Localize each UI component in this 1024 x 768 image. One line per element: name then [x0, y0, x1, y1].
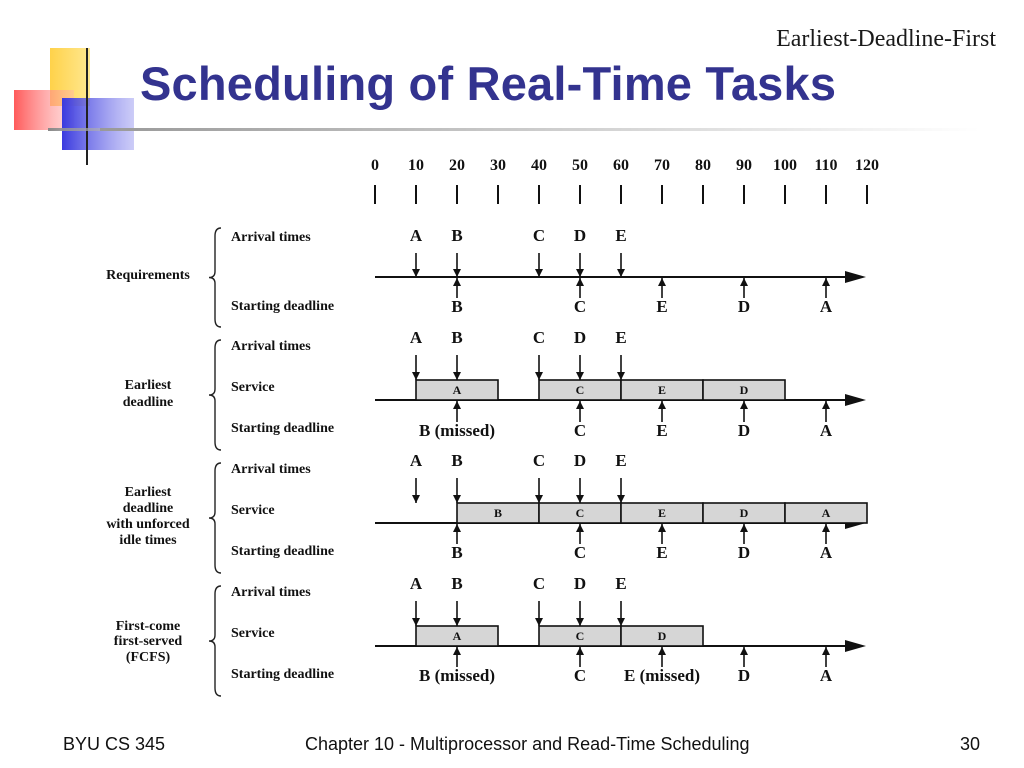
- row1-deadline-arrow-head: [576, 278, 584, 286]
- row1-arrival-label: D: [573, 226, 587, 245]
- row1-group-label: Requirements: [106, 268, 190, 283]
- time-tick-label: 10: [408, 157, 424, 174]
- row4-arrival-label: C: [532, 574, 546, 593]
- row4-arrival-arrow-head: [453, 618, 461, 626]
- row1-arrival-arrow-head: [535, 269, 543, 277]
- row1-deadline-label: C: [573, 297, 587, 316]
- row1-deadline-arrow-head: [822, 278, 830, 286]
- time-tick-label: 100: [773, 157, 797, 174]
- row2-deadline-label: D: [737, 421, 751, 440]
- time-tick-label: 50: [572, 157, 588, 174]
- row3-deadline-label: D: [737, 543, 751, 562]
- row4-deadline-label: C: [573, 666, 587, 685]
- row1-deadline-arrow-head: [740, 278, 748, 286]
- row3-service-label: A: [821, 506, 831, 520]
- row1-arrival-label: E: [615, 226, 627, 245]
- row3-arrival-label: B: [451, 451, 463, 470]
- row3-arrival-label: A: [409, 451, 423, 470]
- footer-course: BYU CS 345: [63, 734, 166, 754]
- slide-title: Scheduling of Real-Time Tasks: [140, 57, 837, 110]
- row3-deadline-arrow-head: [576, 524, 584, 532]
- footer-page-number: 30: [959, 734, 980, 754]
- row4-sublabel: Service: [231, 626, 275, 641]
- row2-deadline-arrow-head: [576, 401, 584, 409]
- row1-arrival-label: C: [532, 226, 546, 245]
- row3-group-label: idle times: [119, 533, 177, 548]
- row2-arrival-label: C: [532, 328, 546, 347]
- time-tick-label: 30: [490, 157, 506, 174]
- row3-group-label: with unforced: [106, 517, 190, 532]
- row3-arrival-arrow-head: [576, 495, 584, 503]
- row2-deadline-label: C: [573, 421, 587, 440]
- row2-timeline-arrowhead: [845, 394, 866, 406]
- row4-arrival-label: D: [573, 574, 587, 593]
- row2-arrival-label: E: [615, 328, 627, 347]
- time-tick-label: 90: [736, 157, 752, 174]
- row3-arrival-arrow-head: [617, 495, 625, 503]
- row4-sublabel: Starting deadline: [231, 667, 335, 682]
- row1-arrival-arrow-head: [576, 269, 584, 277]
- row1-arrival-label: B: [451, 226, 463, 245]
- row4-timeline-arrowhead: [845, 640, 866, 652]
- row2-deadline-label: A: [819, 421, 833, 440]
- row3-group-label: deadline: [122, 501, 174, 516]
- row1-sublabel: Starting deadline: [231, 299, 335, 314]
- row4-sublabel: Arrival times: [231, 585, 311, 600]
- row4-deadline-label: E (missed): [623, 666, 701, 685]
- row2-arrival-arrow-head: [453, 372, 461, 380]
- row1-deadline-label: D: [737, 297, 751, 316]
- row2-deadline-arrow-head: [453, 401, 461, 409]
- time-tick-label: 80: [695, 157, 711, 174]
- row4-group-label: first-served: [113, 634, 183, 649]
- time-tick-label: 0: [371, 157, 379, 174]
- row1-sublabel: Arrival times: [231, 230, 311, 245]
- row4-arrival-arrow-head: [412, 618, 420, 626]
- row4-deadline-arrow-head: [822, 647, 830, 655]
- row3-brace: [209, 463, 221, 573]
- row3-deadline-label: B: [451, 543, 463, 562]
- row2-arrival-arrow-head: [412, 372, 420, 380]
- row2-group-label: deadline: [122, 395, 174, 410]
- row3-sublabel: Starting deadline: [231, 544, 335, 559]
- row3-deadline-label: C: [573, 543, 587, 562]
- row3-group-label: Earliest: [124, 485, 172, 500]
- row2-brace: [209, 340, 221, 450]
- row4-arrival-arrow-head: [576, 618, 584, 626]
- row2-sublabel: Service: [231, 380, 275, 395]
- row4-service-label: C: [575, 629, 585, 643]
- row4-arrival-label: B: [451, 574, 463, 593]
- row4-deadline-label: D: [737, 666, 751, 685]
- row2-deadline-label: B (missed): [418, 421, 496, 440]
- row2-deadline-arrow-head: [822, 401, 830, 409]
- row1-brace: [209, 228, 221, 327]
- time-tick-label: 20: [449, 157, 465, 174]
- row1-arrival-label: A: [409, 226, 423, 245]
- row1-deadline-arrow-head: [658, 278, 666, 286]
- row3-deadline-label: E: [656, 543, 668, 562]
- row2-deadline-arrow-head: [658, 401, 666, 409]
- slide-subtitle: Earliest-Deadline-First: [776, 26, 996, 52]
- row2-arrival-arrow-head: [617, 372, 625, 380]
- time-tick-label: 70: [654, 157, 670, 174]
- footer-chapter: Chapter 10 - Multiprocessor and Read-Time Scheduling: [305, 734, 750, 754]
- row4-arrival-arrow-head: [617, 618, 625, 626]
- row3-service-label: E: [657, 506, 667, 520]
- row3-arrival-label: D: [573, 451, 587, 470]
- row3-arrival-arrow-head: [412, 495, 420, 503]
- time-tick-label: 110: [814, 157, 838, 174]
- row1-arrival-arrow-head: [412, 269, 420, 277]
- row4-arrival-arrow-head: [535, 618, 543, 626]
- row4-deadline-label: B (missed): [418, 666, 496, 685]
- time-tick-label: 60: [613, 157, 629, 174]
- row3-deadline-arrow-head: [822, 524, 830, 532]
- row2-arrival-arrow-head: [535, 372, 543, 380]
- row4-arrival-label: A: [409, 574, 423, 593]
- row2-sublabel: Arrival times: [231, 339, 311, 354]
- row3-arrival-arrow-head: [535, 495, 543, 503]
- row3-service-label: D: [739, 506, 749, 520]
- row3-deadline-arrow-head: [658, 524, 666, 532]
- row3-service-label: B: [493, 506, 503, 520]
- row3-sublabel: Arrival times: [231, 462, 311, 477]
- row2-deadline-label: E: [656, 421, 668, 440]
- row3-arrival-label: E: [615, 451, 627, 470]
- row1-deadline-label: E: [656, 297, 668, 316]
- row3-deadline-label: A: [819, 543, 833, 562]
- row3-deadline-arrow-head: [740, 524, 748, 532]
- time-tick-label: 40: [531, 157, 547, 174]
- row3-deadline-arrow-head: [453, 524, 461, 532]
- row3-service-label: C: [575, 506, 585, 520]
- row1-deadline-arrow-head: [453, 278, 461, 286]
- row4-deadline-arrow-head: [658, 647, 666, 655]
- row3-arrival-label: C: [532, 451, 546, 470]
- row2-arrival-label: A: [409, 328, 423, 347]
- row4-service-label: A: [452, 629, 462, 643]
- row4-deadline-arrow-head: [576, 647, 584, 655]
- row1-arrival-arrow-head: [453, 269, 461, 277]
- row4-deadline-arrow-head: [453, 647, 461, 655]
- row3-arrival-arrow-head: [453, 495, 461, 503]
- row1-deadline-label: B: [451, 297, 463, 316]
- row2-arrival-arrow-head: [576, 372, 584, 380]
- row4-service-label: D: [657, 629, 667, 643]
- row2-arrival-label: D: [573, 328, 587, 347]
- row1-arrival-arrow-head: [617, 269, 625, 277]
- row2-service-label: A: [452, 383, 462, 397]
- row4-group-label: First-come: [115, 619, 181, 634]
- row2-service-label: D: [739, 383, 749, 397]
- row2-deadline-arrow-head: [740, 401, 748, 409]
- row4-group-label: (FCFS): [125, 650, 171, 665]
- time-tick-label: 120: [855, 157, 879, 174]
- row1-timeline-arrowhead: [845, 271, 866, 283]
- row1-deadline-label: A: [819, 297, 833, 316]
- row2-group-label: Earliest: [124, 378, 172, 393]
- row2-sublabel: Starting deadline: [231, 421, 335, 436]
- row4-brace: [209, 586, 221, 696]
- row4-deadline-arrow-head: [740, 647, 748, 655]
- row4-deadline-label: A: [819, 666, 833, 685]
- row2-service-label: E: [657, 383, 667, 397]
- row2-service-label: C: [575, 383, 585, 397]
- row2-arrival-label: B: [451, 328, 463, 347]
- row4-arrival-label: E: [615, 574, 627, 593]
- row3-sublabel: Service: [231, 503, 275, 518]
